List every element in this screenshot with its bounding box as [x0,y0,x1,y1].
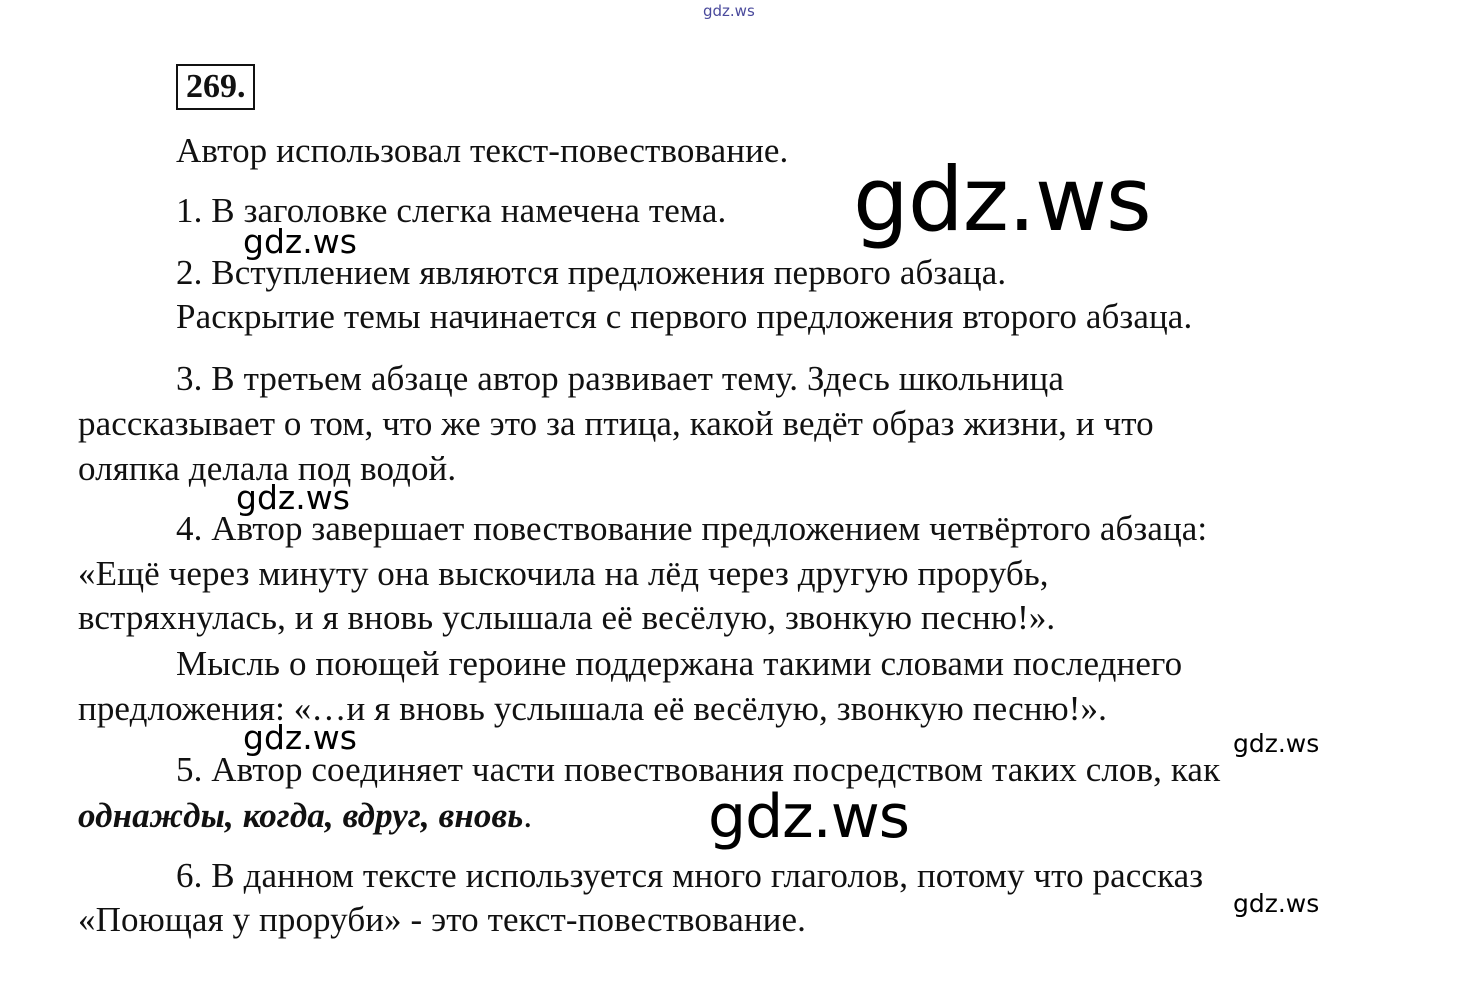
text-line-6: рассказывает о том, что же это за птица, какой ведёт образ жизни, и что [78,404,1154,443]
text-line-16: «Поющая у проруби» - это текст-повествование. [78,900,806,939]
watermark-medium: gdz.ws [708,782,910,852]
text-line-10: встряхнулась, и я вновь услышала её весёлую, звонкую песню!». [78,598,1056,637]
watermark-large: gdz.ws [853,148,1151,251]
text-line-12: предложения: «…и я вновь услышала её весёлую, звонкую песню!». [78,689,1108,728]
watermark-top: gdz.ws [703,2,755,20]
line-14-end: . [523,796,533,835]
watermark-3: gdz.ws [243,718,357,757]
exercise-number: 269. [176,64,255,110]
text-line-13: 5. Автор соединяет части повествования посредством таких слов, как [176,750,1221,789]
watermark-4: gdz.ws [1233,729,1320,758]
text-line-8: 4. Автор завершает повествование предложением четвёртого абзаца: [176,509,1208,548]
text-line-14 [78,796,532,836]
watermark-5: gdz.ws [1233,889,1320,918]
text-line-2: 1. В заголовке слегка намечена тема. [176,191,727,230]
text-line-1: Автор использовал текст-повествование. [176,131,789,170]
text-line-11: Мысль о поющей героине поддержана такими словами последнего [176,644,1183,683]
text-line-4: Раскрытие темы начинается с первого предложения второго абзаца. [176,297,1193,336]
text-line-3: 2. Вступлением являются предложения первого абзаца. [176,253,1007,292]
text-line-7: оляпка делала под водой. [78,449,457,488]
connector-words: однажды, когда, вдруг, вновь [78,796,524,835]
text-line-15: 6. В данном тексте используется много глаголов, потому что рассказ [176,856,1204,895]
text-line-9: «Ещё через минуту она выскочила на лёд через другую прорубь, [78,554,1049,593]
text-line-5: 3. В третьем абзаце автор развивает тему. Здесь школьница [176,359,1064,398]
watermark-2: gdz.ws [236,478,350,517]
watermark-1: gdz.ws [243,222,357,261]
